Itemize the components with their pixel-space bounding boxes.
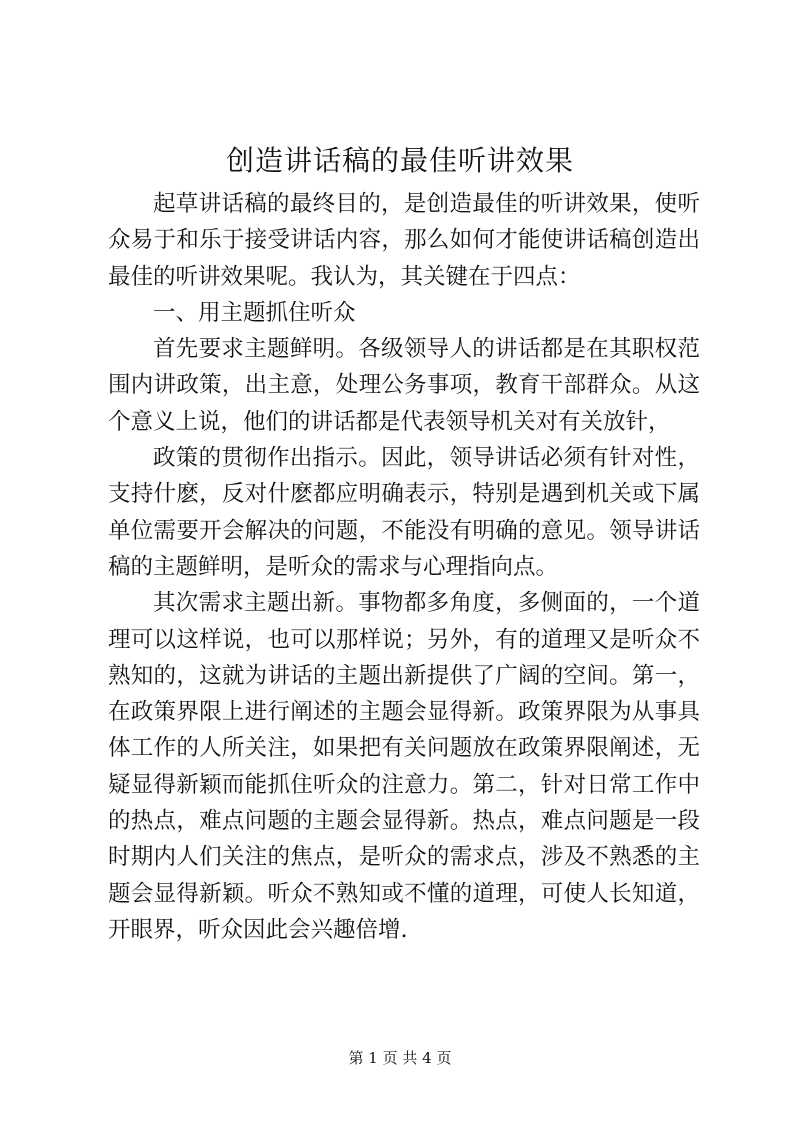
paragraph-policy-instruction: 政策的贯彻作出指示。因此，领导讲话必须有针对性，支持什麽，反对什麽都应明确表示，特别是遇到机关或下属单位需要开会解决的问题，不能没有明确的意见。领导讲话稿的主题鲜明，是听众的需求与心理指向点。 bbox=[108, 445, 700, 580]
paragraph-theme-novelty: 其次需求主题出新。事物都多角度，多侧面的，一个道理可以这样说，也可以那样说；另外，有的道理又是听众不熟知的，这就为讲话的主题出新提供了广阔的空间。第一，在政策界限上进行阐述的主题会显得新。政策界限为从事具体工作的人所关注，如果把有关问题放在政策界限阐述，无疑显得新颖而能抓住听众的注意力。第二，针对日常工作中的热点，难点问题的主题会显得新。热点，难点问题是一段时期内人们关注的焦点，是听众的需求点，涉及不熟悉的主题会显得新颖。听众不熟知或不懂的道理，可使人长知道，开眼界，听众因此会兴趣倍增. bbox=[108, 590, 700, 943]
paragraph-theme-clarity: 首先要求主题鲜明。各级领导人的讲话都是在其职权范围内讲政策，出主意，处理公务事项，教育干部群众。从这个意义上说，他们的讲话都是代表领导机关对有关放针， bbox=[108, 336, 700, 435]
document-body bbox=[108, 186, 700, 948]
paragraph-intro: 起草讲话稿的最终目的，是创造最佳的听讲效果，使听众易于和乐于接受讲话内容，那么如何才能使讲话稿创造出最佳的听讲效果呢。我认为，其关键在于四点： bbox=[108, 191, 700, 290]
page-footer: 第 1 页 共 4 页 bbox=[348, 1049, 452, 1067]
document-title: 创造讲话稿的最佳听讲效果 bbox=[225, 144, 574, 177]
section-heading-1: 一、用主题抓住听众 bbox=[153, 299, 356, 326]
